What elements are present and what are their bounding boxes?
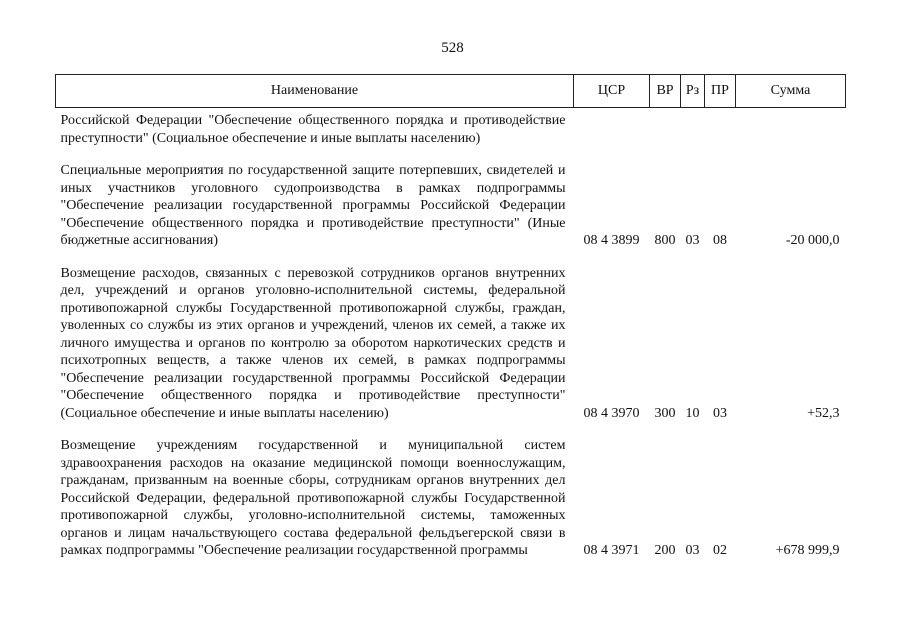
row-name-cell: Возмещение расходов, связанных с перевозкой сотрудников органов внутренних дел, учреждений и органов уголовно-исполнительной системы, федеральной противопожарной службы Государственной противопожарной службы, граждан, уволенных со службы из этих органов и учреждений, членов их семей, а также их личного имущества и органов по контролю за оборотом наркотических средств и психотропных веществ, а также членов их семей, в рамках подпрограммы "Обеспечение реализации государственной программы Российской Федерации "Обеспечение общественного порядка и противодействие преступности" (Социальное обеспечение и иные выплаты населению) [60, 265, 566, 421]
table-row [56, 162, 846, 250]
row-csr-cell [574, 112, 650, 147]
row-vr-cell: 800 [654, 233, 676, 248]
row-sum-cell: +52,3 [807, 405, 840, 421]
row-pr-cell [705, 112, 736, 147]
column-header-name: Наименование [56, 75, 574, 108]
budget-table [55, 74, 846, 560]
row-csr-cell: 08 4 3971 [583, 543, 640, 558]
row-vr-cell: 200 [654, 543, 676, 558]
row-rz-cell: 03 [685, 233, 700, 248]
column-header-pr: ПР [705, 75, 736, 108]
table-row [56, 265, 846, 423]
table-row [56, 112, 846, 147]
row-sum-cell: +678 999,9 [775, 543, 840, 558]
column-header-sum: Сумма [736, 75, 846, 108]
row-pr-cell: 02 [713, 543, 727, 558]
row-rz-cell: 03 [685, 543, 700, 558]
column-header-vr: ВР [650, 75, 681, 108]
row-csr-cell: 08 4 3970 [583, 405, 640, 421]
row-vr-cell [650, 112, 681, 147]
row-sum-cell [736, 112, 846, 147]
table-header-row [56, 75, 846, 108]
row-name-cell: Специальные мероприятия по государственной защите потерпевших, свидетелей и иных участников уголовного судопроизводства в рамках подпрограммы "Обеспечение реализации государственной программы Российской Федерации "Обеспечение общественного порядка и противодействие преступности" (Иные бюджетные ассигнования) [60, 163, 566, 248]
row-pr-cell: 08 [713, 233, 727, 248]
row-name-cell: Возмещение учреждениям государственной и муниципальной систем здравоохранения расходов на оказание медицинской помощи военнослужащим, гражданам, призванным на военные сборы, сотрудникам органов внутренних дел Российской Федерации, федеральной противопожарной службы Государственной противопожарной службы, уголовно-исполнительной системы, таможенных органов и лицам начальствующего состава федеральной фельдъегерской связи в рамках подпрограммы "Обеспечение реализации государственной программы [60, 438, 566, 558]
page-number: 528 [441, 40, 464, 56]
column-header-csr: ЦСР [574, 75, 650, 108]
row-csr-cell: 08 4 3899 [583, 233, 640, 248]
row-name-cell: Российской Федерации "Обеспечение общественного порядка и противодействие преступности" (Социальное обеспечение и иные выплаты населению) [60, 113, 566, 146]
table-row [56, 437, 846, 560]
row-rz-cell: 10 [685, 405, 700, 421]
row-rz-cell [681, 112, 705, 147]
row-sum-cell: -20 000,0 [785, 233, 840, 248]
column-header-rz: Рз [681, 75, 705, 108]
row-vr-cell: 300 [654, 405, 676, 421]
row-pr-cell: 03 [713, 405, 727, 421]
